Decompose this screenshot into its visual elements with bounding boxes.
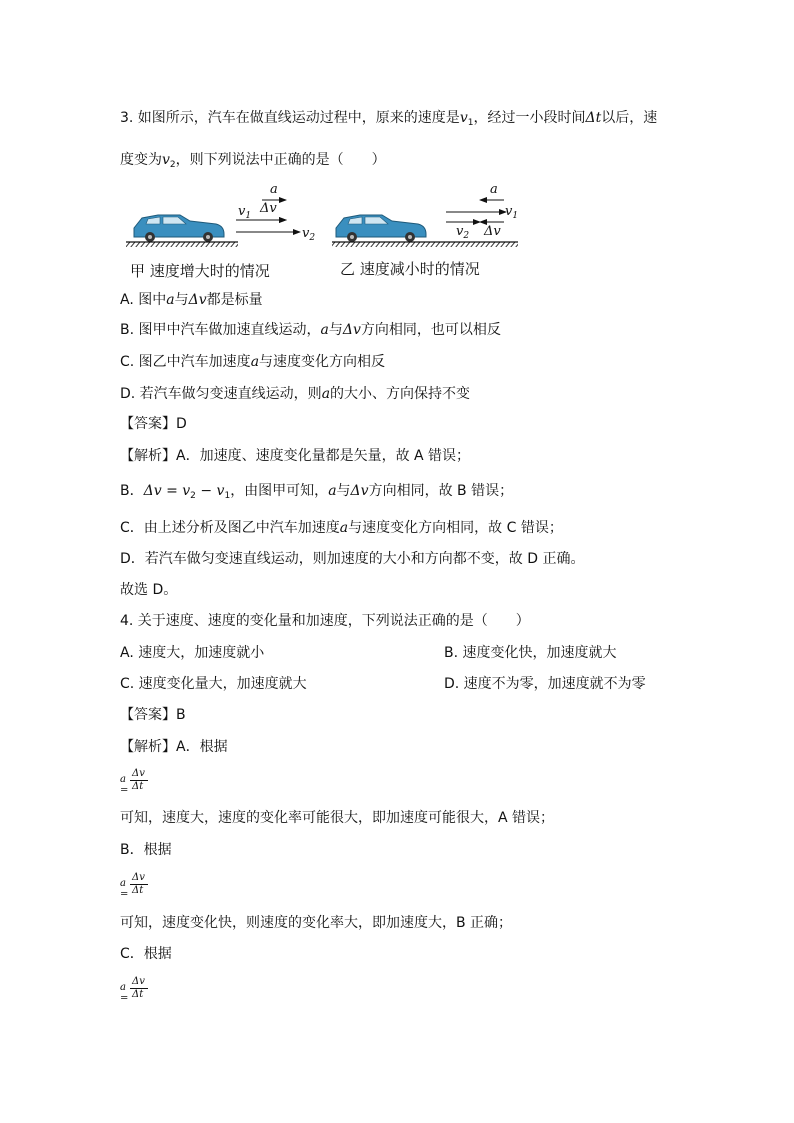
v2-subscript: 2	[169, 160, 176, 170]
v2-symbol: v	[162, 152, 170, 168]
fig-right-a-label: a	[490, 182, 498, 197]
document-page: 3. 如图所示，汽车在做直线运动过程中，原来的速度是$v_1$，经过一小段时间Δt以后，速 度变为$v_2$，则下列说法中正确的是（ ） a $v_1$ Δv $v_2$ a $v_1$ $v_2$ Δv 甲 速度增大时的情况 乙 速度减小时的情况 A. 图中a与Δv都是标量 B. 图甲中汽车做加速直线运动，a与Δv方向相同，也可以相反 C. 图乙中汽车加速度a与速度变化方向相反 D. 若汽车做匀变速直线运动，则a的大小、方向保持不变 【答案】D 【解析】A．加速度、速度变化量都是矢量，故 A 错误； B．$\Delta v = v_2 - v_1$，由图甲可知，a与Δv方向相同，故 B 错误； C．由上述分析及图乙中汽车加速度a与速度变化方向相同，故 C 错误； D．若汽车做匀变速直线运动，则加速度的大小和方向都不变，故 D 正确。 故选 D。 4. 关于速度、速度的变化量和加速度，下列说法正确的是（ ） A. 速度大，加速度就小 B. 速度变化快，加速度就大 C. 速度变化量大，加速度就大 D. 速度不为零，加速度就不为零 【答案】B 【解析】A．根据 a = Δv Δt 可知，速度大，速度的变化率可能很大，即加速度可能很大，A 错误； B．根据 a = Δv Δt 可知，速度变化快，则速度的变化率大，即加速度大，B 正确； C．根据 a = Δv Δt	[120, 110, 658, 1004]
car-left-icon	[134, 215, 224, 242]
v1-subscript: 1	[467, 118, 474, 128]
q3-option-b: B. 图甲中汽车做加速直线运动，a与Δv方向相同，也可以相反	[120, 322, 501, 338]
q3-option-a: A. 图中a与Δv都是标量	[120, 292, 263, 308]
q4-option-a: A. 速度大，加速度就小	[120, 645, 265, 661]
ground-left	[126, 242, 238, 247]
q4-explanation-b-text: 可知，速度变化快，则速度的变化率大，即加速度大，B 正确；	[120, 915, 513, 931]
q3-explanation-d: D．若汽车做匀变速直线运动，则加速度的大小和方向都不变，故 D 正确。	[120, 551, 585, 567]
fig-left-v1-label: $v_1$	[238, 204, 252, 221]
q3-stem-text: 度变为	[120, 152, 162, 168]
q4-explanation-b-intro: B．根据	[120, 842, 172, 858]
fig-left-dv-label: Δv	[260, 201, 277, 216]
fig-caption-right: 乙 速度减小时的情况	[340, 260, 480, 278]
q4-explanation-c-intro: C．根据	[120, 946, 172, 962]
q3-option-c: C. 图乙中汽车加速度a与速度变化方向相反	[120, 354, 386, 370]
q3-stem-text: 以后，速	[601, 110, 658, 126]
fig-right-v1-label: $v_1$	[505, 204, 519, 221]
q4-option-d: D. 速度不为零，加速度就不为零	[444, 676, 646, 692]
fig-right-v2-label: $v_2$	[456, 224, 470, 241]
q4-option-c: C. 速度变化量大，加速度就大	[120, 676, 307, 692]
q3-explanation-c: C．由上述分析及图乙中汽车加速度a与速度变化方向相同，故 C 错误；	[120, 520, 563, 536]
q3-stem-line1	[120, 108, 657, 133]
q4-stem: 4. 关于速度、速度的变化量和加速度，下列说法正确的是（ ）	[120, 613, 530, 629]
q3-stem-text: ，则下列说法中正确的是（ ）	[175, 152, 386, 168]
q4-explanation-a-intro: 【解析】A．根据	[120, 739, 228, 755]
q3-stem-line2	[120, 150, 386, 175]
q4-explanation-a-text: 可知，速度大，速度的变化率可能很大，即加速度可能很大，A 错误；	[120, 810, 555, 826]
q3-stem-text: 3. 如图所示，汽车在做直线运动过程中，原来的速度是	[120, 110, 460, 126]
q4-answer: 【答案】B	[120, 707, 186, 723]
car-right-icon	[336, 215, 426, 242]
fig-right-dv-label: Δv	[484, 224, 501, 239]
v1-symbol: v	[459, 110, 468, 126]
q3-figure	[120, 182, 530, 282]
fig-left-a-label: a	[270, 182, 278, 197]
q3-explanation-a: 【解析】A．加速度、速度变化量都是矢量，故 A 错误；	[120, 448, 471, 464]
q4-option-b: B. 速度变化快，加速度就大	[444, 645, 617, 661]
q3-option-d: D. 若汽车做匀变速直线运动，则a的大小、方向保持不变	[120, 386, 471, 402]
q3-conclusion: 故选 D。	[120, 582, 178, 598]
q3-explanation-b: B．$\Delta v = v_2 - v_1$，由图甲可知，a与Δv方向相同，故 B 错误；	[120, 483, 514, 501]
q3-stem-text: ，经过一小段时间	[473, 110, 586, 126]
q3-answer: 【答案】D	[120, 416, 187, 432]
delta-t-symbol: Δt	[585, 110, 602, 126]
fig-left-v2-label: $v_2$	[302, 226, 316, 243]
fig-caption-left: 甲 速度增大时的情况	[130, 262, 270, 280]
ground-right	[332, 242, 518, 247]
